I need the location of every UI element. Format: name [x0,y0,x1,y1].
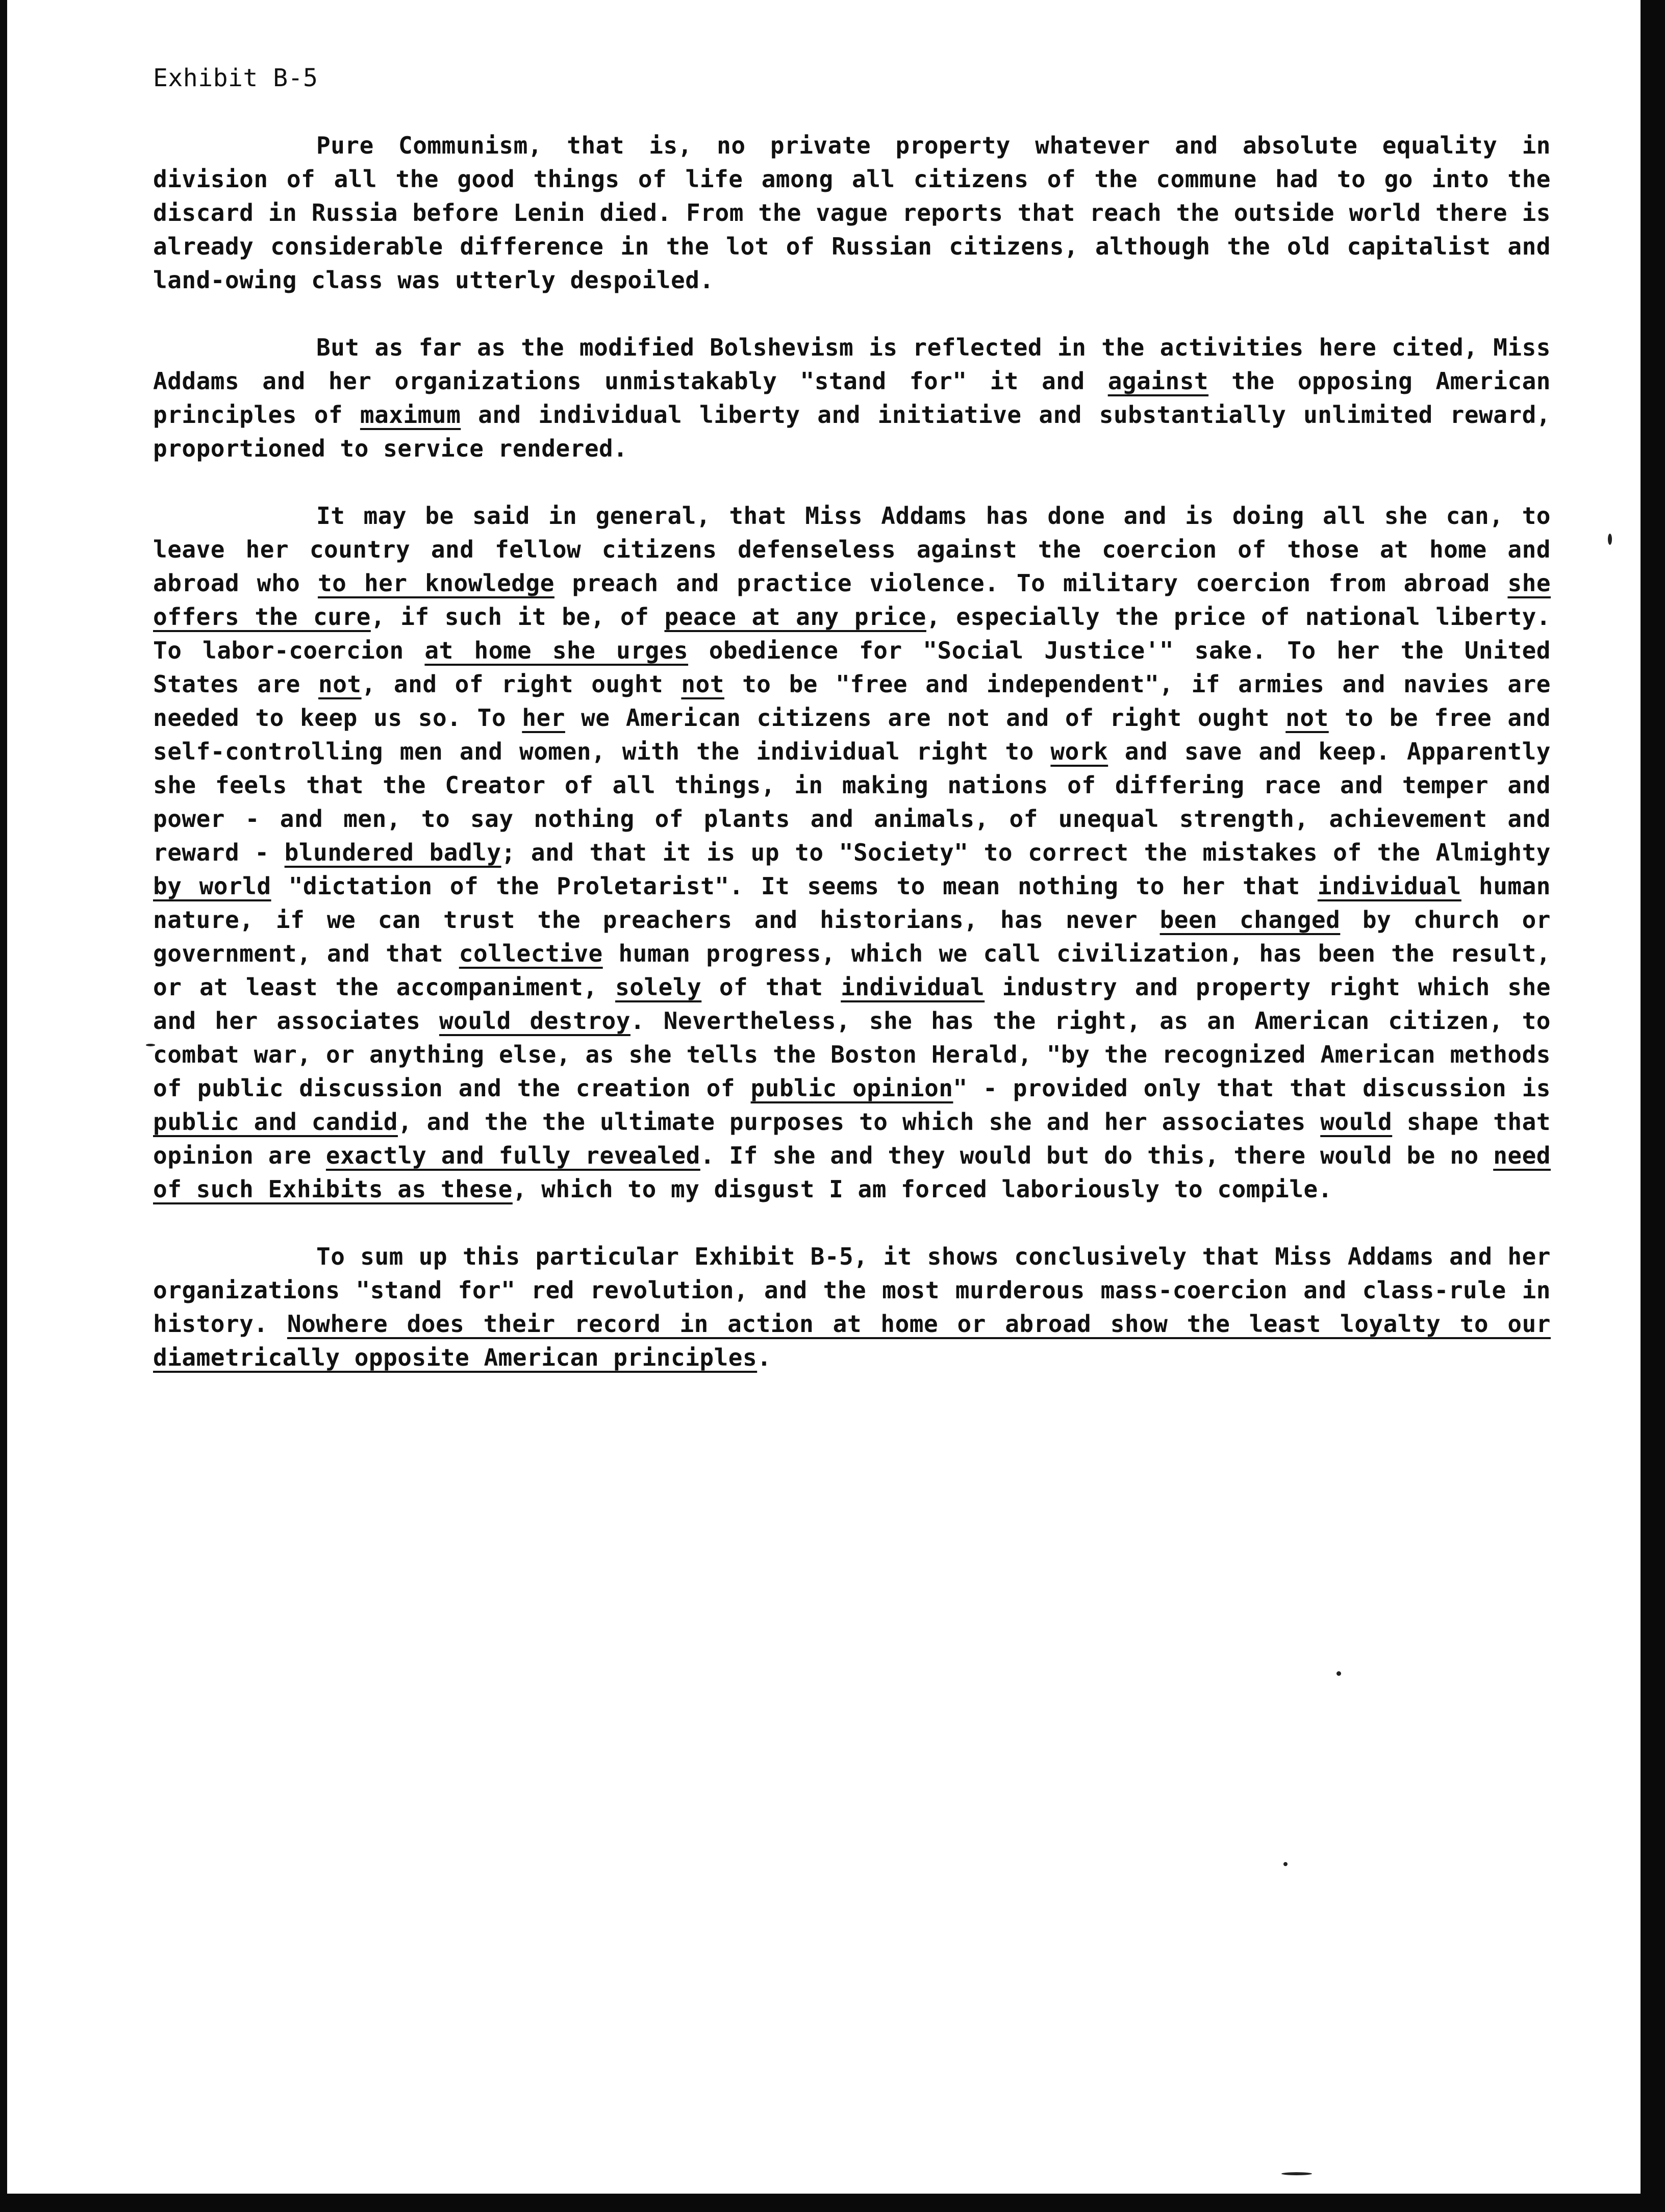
paragraph [153,1240,1551,1374]
text-run: Pure Communism, that is, no private property whatever and absolute equality in division of all the good things of life among all citizens of the commune had to go into the discard in Russia before Lenin died. From the vague reports that reach the outside world there is already considerable difference in the lot of Russian citizens, although the old capitalist and land-owing class was utterly despoiled. [153,132,1551,294]
exhibit-title: Exhibit B-5 [153,64,318,92]
underlined-text: against [1107,367,1209,395]
text-run: and individual liberty and initiative and substantially unlimited reward, proportioned to service rendered. [153,401,1551,462]
underlined-text: not [1285,704,1329,732]
text-run: to be "free and independent", if armies and navies are needed to keep us so. To [153,670,1551,732]
text-run: . If she and they would but do this, there would be no [700,1142,1494,1169]
text-run: But as far as the modified Bolshevism is reflected in the activities here cited, Miss Addams and her organizations unmistakably "stand for" it and [153,334,1551,395]
underlined-text: individual [1317,872,1461,900]
paragraph [153,129,1551,297]
scan-edge-left [0,0,7,2212]
text-run: To sum up this particular Exhibit B-5, it shows conclusively that Miss Addams and her organizations "stand for" red revolution, and the most murderous mass-coercion and class-rule in history. [153,1243,1551,1338]
text-run: . [757,1344,772,1371]
text-run: the opposing American principles of [153,367,1551,429]
underlined-text: by world [153,872,271,900]
text-run: It may be said in general, that Miss Addams has done and is doing all she can, to leave her country and fellow citizens defenseless against the coercion of those at home and abroad who [153,502,1551,597]
underlined-text: not [681,670,724,698]
text-run: "dictation of the Proletarist". It seems to mean nothing to her that [271,872,1318,900]
text-run: preach and practice violence. To military coercion from abroad [554,569,1508,597]
scan-edge-bottom [0,2194,1665,2212]
text-run: ; and that it is up to "Society" to correct the mistakes of the Almighty [501,839,1551,866]
text-run: obedience for "Social Justice'" sake. To her the United States are [153,637,1551,698]
underlined-text: individual [841,973,985,1001]
text-run: industry and property right which she and her associates [153,973,1551,1035]
text-run: of that [701,973,841,1001]
text-run: , especially the price of national liberty. To labor-coercion [153,603,1551,664]
underlined-text: collective [459,940,603,967]
text-run: , and the the ultimate purposes to which she and her associates [397,1108,1321,1136]
underlined-text: would [1320,1108,1393,1136]
underlined-text: maximum [360,401,461,429]
underlined-text: to her knowledge [317,569,554,597]
text-run: by church or government, and that [153,906,1551,967]
underlined-text: been changed [1159,906,1341,934]
text-run: and save and keep. Apparently she feels that the Creator of all things, in making nations of differing race and temper and power - and men, to say nothing of plants and animals, of unequal strength, achievement and reward - [153,738,1551,866]
underlined-text: not [318,670,362,698]
scan-speck [1281,2172,1312,2175]
underlined-text: exactly and fully revealed [325,1142,700,1169]
underlined-text: peace at any price [664,603,926,631]
text-run: " - provided only that that discussion is [953,1074,1551,1102]
underlined-text: at home she urges [424,637,689,664]
underlined-text: she offers the cure [153,569,1551,631]
underlined-text: her [522,704,565,732]
text-run: human nature, if we can trust the preachers and historians, has never [153,872,1551,934]
scan-speck [1283,1862,1288,1866]
paragraph [153,499,1551,1206]
scan-edge-right [1641,0,1665,2212]
underlined-text: public opinion [750,1074,953,1102]
text-run: , if such it be, of [370,603,665,631]
underlined-text: solely [615,973,702,1001]
underlined-text: public and candid [153,1108,398,1136]
text-run: . Nevertheless, she has the right, as an American citizen, to combat war, or anything else, as she tells the Boston Herald, "by the recognized American methods of public discussion and the creation of [153,1007,1551,1102]
text-run: , and of right ought [361,670,682,698]
text-run: to be free and self-controlling men and women, with the individual right to [153,704,1551,765]
underlined-text: need of such Exhibits as these [153,1142,1551,1203]
underlined-text: work [1050,738,1108,765]
scan-speck [1336,1671,1341,1676]
underlined-text: blundered badly [284,839,501,866]
underlined-text: Nowhere does their record in action at home or abroad show the least loyalty to our diametrically opposite American principles [153,1310,1551,1371]
paragraph [153,331,1551,465]
text-run: human progress, which we call civilization, has been the result, or at least the accompaniment, [153,940,1551,1001]
text-run: , which to my disgust I am forced laboriously to compile. [512,1175,1332,1203]
document-body [153,61,1551,1408]
text-run: we American citizens are not and of right ought [565,704,1286,732]
text-run: shape that opinion are [153,1108,1551,1169]
underlined-text: would destroy [439,1007,630,1035]
scan-speck [1608,534,1612,545]
